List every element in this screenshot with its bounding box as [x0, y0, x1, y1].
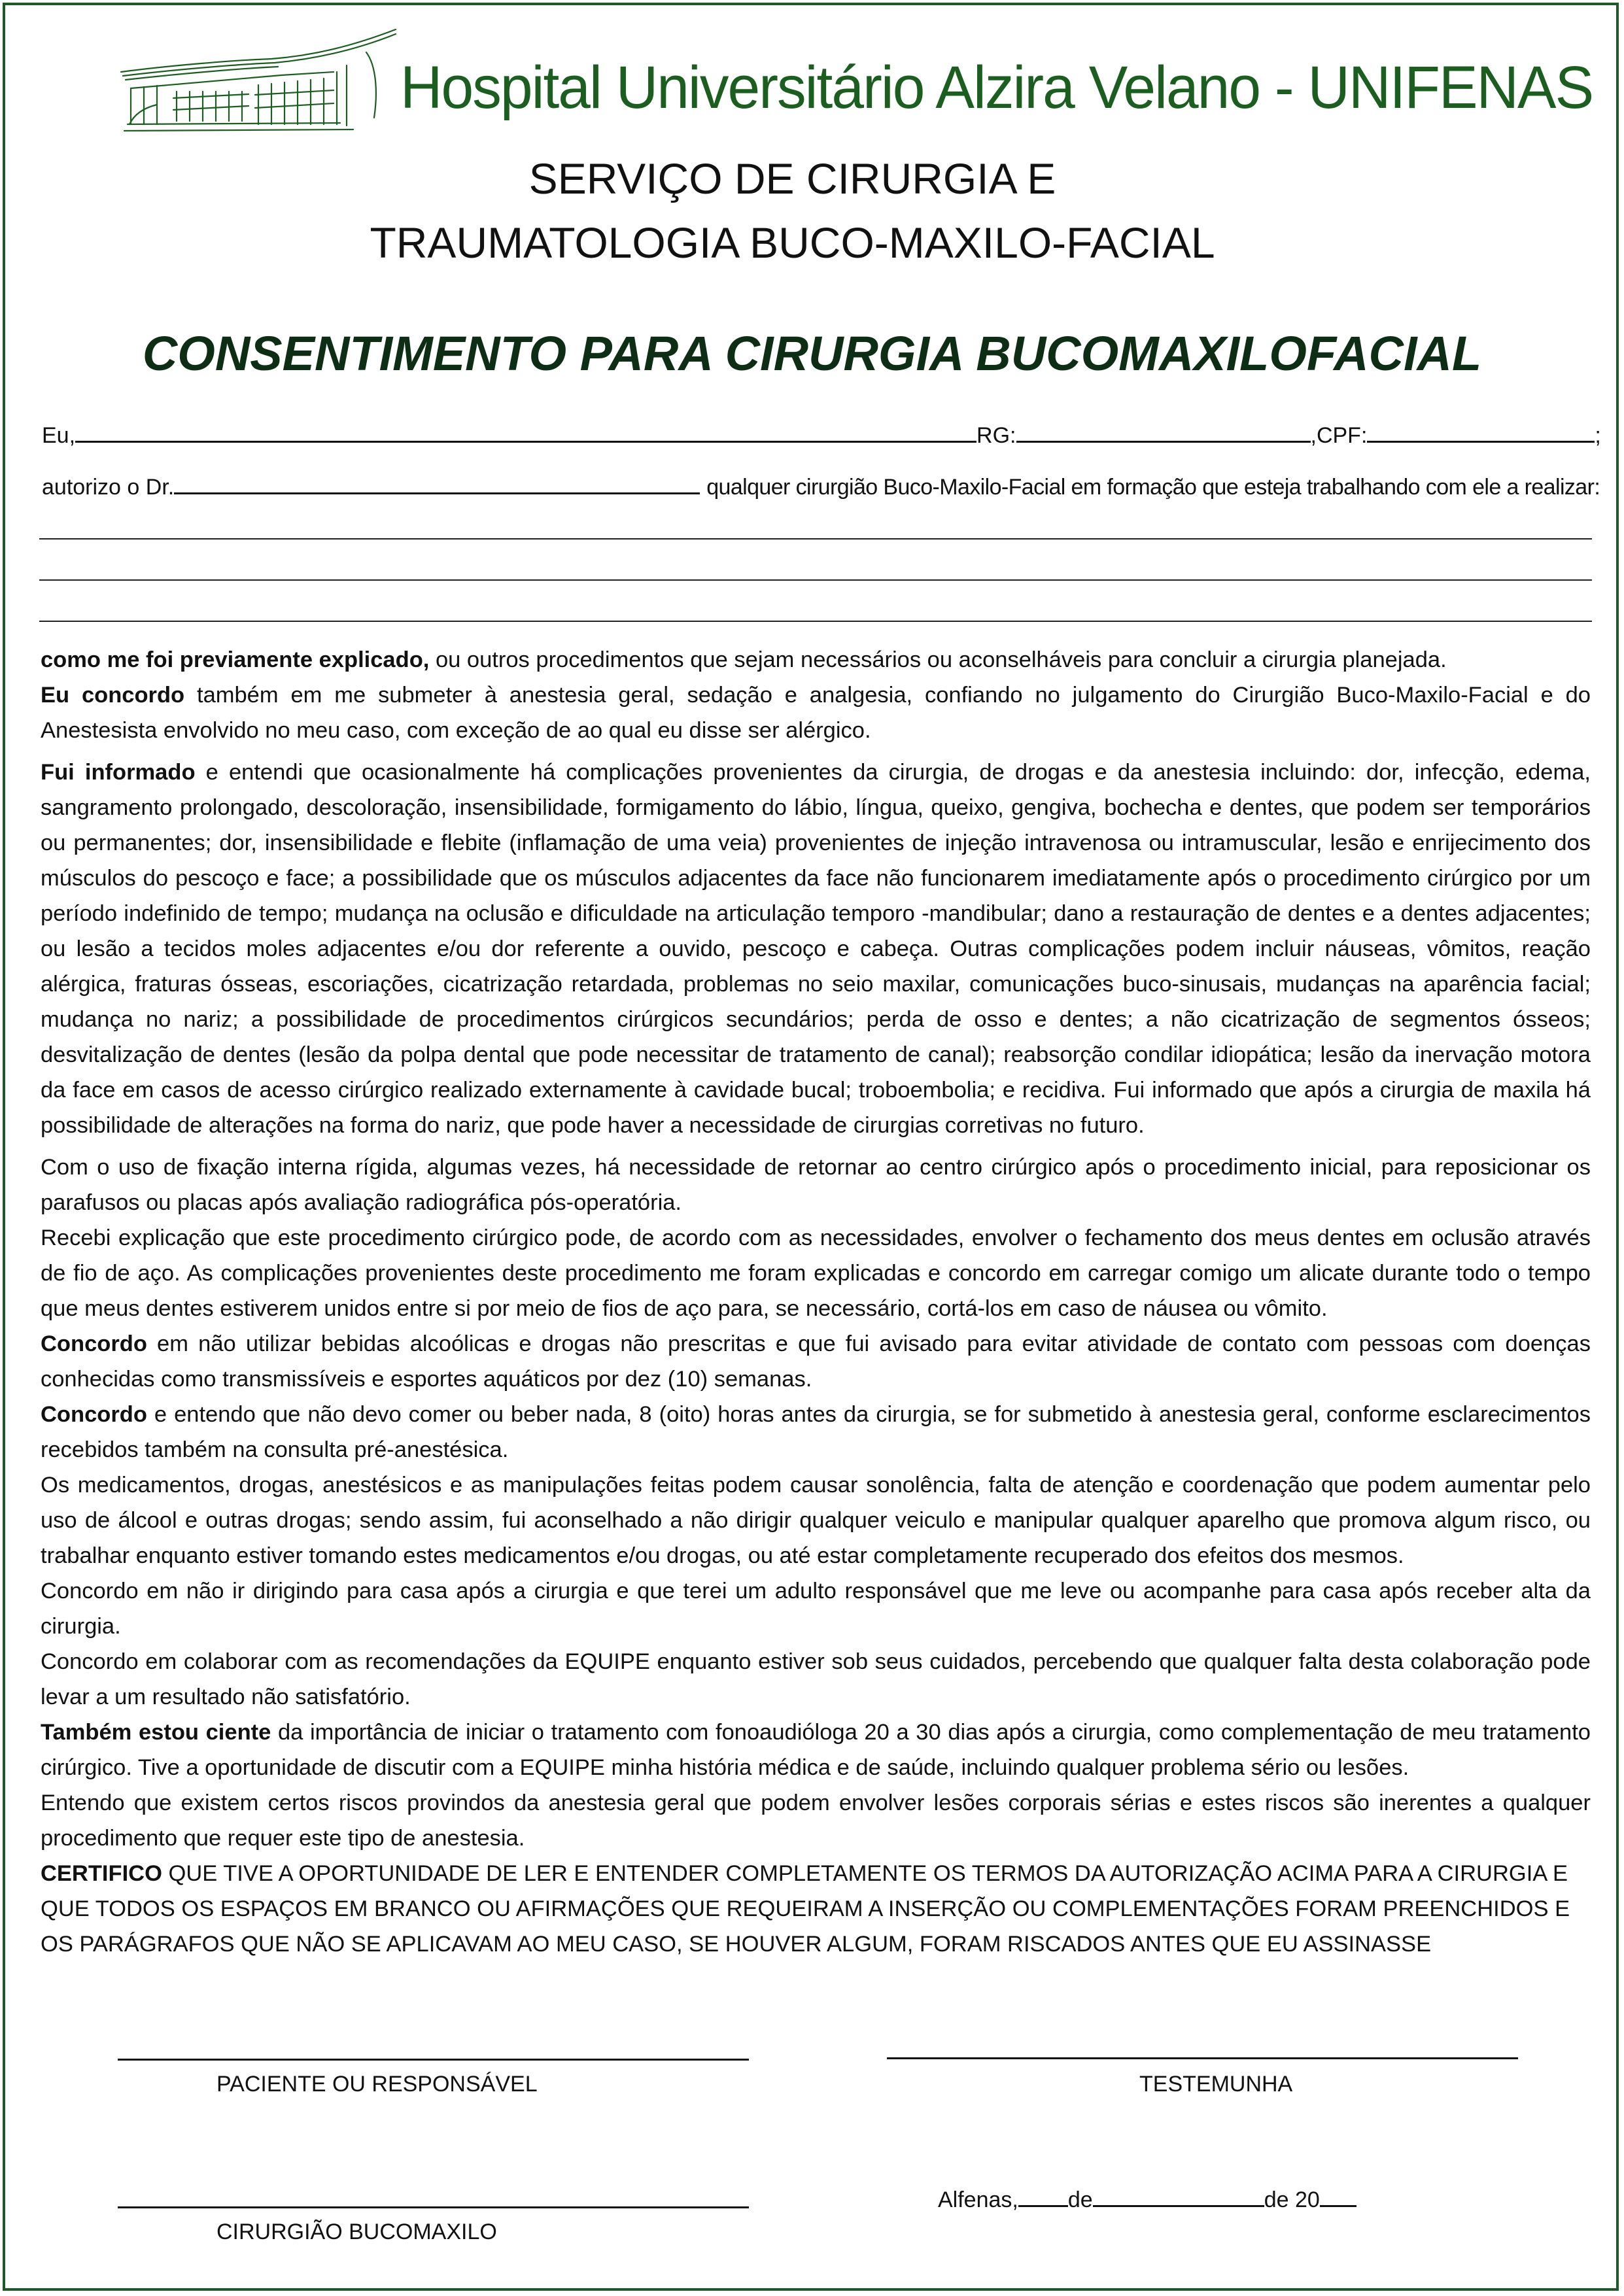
paragraph-text: também em me submeter à anestesia geral, sedação e analgesia, confiando no julgamento do Cirurgião Buco-Maxilo-Facial e do Anestesista envolvido no meu caso, com exceção de ao qual eu disse ser alérgico.	[41, 683, 1591, 743]
bold-lead: Eu concordo	[41, 683, 185, 708]
rg-label: RG:	[976, 423, 1016, 448]
cpf-label: ,CPF:	[1310, 423, 1368, 448]
bold-lead: como me foi previamente explicado,	[41, 647, 430, 672]
autorizo-suffix: qualquer cirurgião Buco-Maxilo-Facial em formação que esteja trabalhando com ele a realizar:	[706, 475, 1600, 500]
paragraph-driving: Concordo em não ir dirigindo para casa após a cirurgia e que terei um adulto responsável que me leve ou acompanhe para casa após receber alta da cirurgia.	[41, 1579, 1591, 1639]
paragraph-text: da importância de iniciar o tratamento com fonoaudióloga 20 a 30 dias após a cirurgia, como complementação de meu tratamento cirúrgico. Tive a oportunidade de discutir com a EQUIPE minha história médica e de saúde, incluindo qualquer problema sério ou lesões.	[41, 1720, 1591, 1780]
paragraph-text: QUE TIVE A OPORTUNIDADE DE LER E ENTENDER COMPLETAMENTE OS TERMOS DA AUTORIZAÇÃO ACIMA PARA A CIRURGIA E QUE TODOS OS ESPAÇOS EM BRANCO OU AFIRMAÇÕES QUE REQUEIRAM A INSERÇÃO OU COMPLEMENTAÇÕES FORAM PREENCHIDOS E OS PARÁGRAFOS QUE NÃO SE APLICAVAM AO MEU CASO, SE HOUVER ALGUM, FORAM RISCADOS ANTES QUE EU ASSINASSE	[41, 1861, 1570, 1957]
paragraph-explained	[41, 642, 1591, 677]
hospital-building-sketch-icon	[118, 26, 399, 137]
paragraph-fasting	[41, 1397, 1591, 1467]
paragraph-medications: Os medicamentos, drogas, anestésicos e as manipulações feitas podem causar sonolência, falta de atenção e coordenação que podem aumentar pelo uso de álcool e outras drogas; sendo assim, fui aconselhado a não dirigir qualquer veiculo e manipular qualquer aparelho que promova algum risco, ou trabalhar enquanto estiver tomando estes medicamentos e/ou drogas, ou até estar completamente recuperado dos efeitos dos mesmos.	[41, 1473, 1591, 1568]
patient-signature-label: PACIENTE OU RESPONSÁVEL	[216, 2072, 538, 2097]
surgeon-signature-label: CIRURGIÃO BUCOMAXILO	[216, 2219, 497, 2244]
name-field[interactable]	[75, 422, 976, 443]
patient-signature-line[interactable]	[118, 2059, 749, 2061]
consent-body	[41, 642, 1591, 1962]
paragraph-complications	[41, 755, 1591, 1143]
day-field[interactable]	[1018, 2187, 1068, 2207]
document-title: CONSENTIMENTO PARA CIRURGIA BUCOMAXILOFACIAL	[142, 326, 1482, 381]
service-title-line1: SERVIÇO DE CIRURGIA E	[528, 154, 1056, 203]
cpf-field[interactable]	[1367, 422, 1595, 443]
rg-field[interactable]	[1016, 422, 1311, 443]
doctor-name-field[interactable]	[174, 474, 700, 494]
witness-signature-line[interactable]	[887, 2057, 1518, 2059]
bold-lead: Também estou ciente	[41, 1720, 271, 1745]
paragraph-text: em não utilizar bebidas alcoólicas e drogas não prescritas e que fui avisado para evitar atividade de contato com pessoas com doenças conhecidas como transmissíveis e esportes aquáticos por dez (10) semanas.	[41, 1331, 1591, 1392]
paragraph-anesthesia-risks: Entendo que existem certos riscos provindos da anestesia geral que podem envolver lesões corporais sérias e estes riscos são inerentes a qualquer procedimento que requer este tipo de anestesia.	[41, 1791, 1591, 1851]
bold-lead: Fui informado	[41, 760, 196, 785]
eu-label: Eu,	[42, 423, 76, 448]
paragraph-alcohol	[41, 1326, 1591, 1397]
paragraph-speech-therapy	[41, 1715, 1591, 1785]
hospital-name: Hospital Universitário Alzira Velano - UNIFENAS	[400, 54, 1593, 121]
procedure-line-3[interactable]	[39, 621, 1592, 622]
paragraph-anesthesia-consent	[41, 677, 1591, 748]
autorizo-label: autorizo o Dr.	[42, 475, 175, 500]
paragraph-collaboration: Concordo em colaborar com as recomendações da EQUIPE enquanto estiver sob seus cuidados, percebendo que qualquer falta desta colaboração pode levar a um resultado não satisfatório.	[41, 1649, 1591, 1709]
identity-row	[42, 422, 1601, 447]
cpf-end: ;	[1595, 423, 1601, 448]
bold-lead: Concordo	[41, 1402, 147, 1427]
month-field[interactable]	[1093, 2187, 1264, 2207]
paragraph-fixation: Com o uso de fixação interna rígida, algumas vezes, há necessidade de retornar ao centro cirúrgico após o procedimento inicial, para reposicionar os parafusos ou placas após avaliação radiográfica pós-operatória.	[41, 1155, 1591, 1215]
bold-lead: Concordo	[41, 1331, 147, 1356]
witness-signature-label: TESTEMUNHA	[1139, 2072, 1293, 2097]
procedure-line-1[interactable]	[39, 538, 1592, 540]
paragraph-text: e entendo que não devo comer ou beber nada, 8 (oito) horas antes da cirurgia, se for submetido à anestesia geral, conforme esclarecimentos recebidos também na consulta pré-anestésica.	[41, 1402, 1591, 1462]
paragraph-text: e entendi que ocasionalmente há complicações provenientes da cirurgia, de drogas e da anestesia incluindo: dor, infecção, edema, sangramento prolongado, descoloração, insensibilidade, formigamento do lábio, língua, queixo, gengiva, bochecha e dentes, que podem ser temporários ou permanentes; dor, insensibilidade e flebite (inflamação de uma veia) provenientes de injeção intravenosa ou intramuscular, lesão e enrijecimento dos músculos do pescoço e face; a possibilidade que os músculos adjacentes da face não funcionarem imediatamente após o procedimento cirúrgico por um período indefinido de tempo; mudança na oclusão e dificuldade na articulação temporo -mandibular; dano a restauração de dentes e a dentes adjacentes; ou lesão a tecidos moles adjacentes e/ou dor referente a ouvido, pescoço e cabeça. Outras complicações podem incluir náuseas, vômitos, reação alérgica, fraturas ósseas, escoriações, cicatrização retardada, problemas no seio maxilar, comunicações buco-sinusais, mudanças na aparência facial; mudança no nariz; a possibilidade de procedimentos cirúrgicos secundários; perda de osso e dentes; a não cicatrização de segmentos ósseos; desvitalização de dentes (lesão da polpa dental que pode necessitar de tratamento de canal); reabsorção condilar idiopática; lesão da inervação motora da face em casos de acesso cirúrgico realizado externamente à cavidade bucal; troboembolia; e recidiva. Fui informado que após a cirurgia de maxila há possibilidade de alterações na forma do nariz, que pode haver a necessidade de cirurgias corretivas no futuro.	[41, 760, 1591, 1138]
paragraph-text: ou outros procedimentos que sejam necessários ou aconselháveis para concluir a cirurgia planejada.	[429, 647, 1447, 672]
year-field[interactable]	[1320, 2187, 1356, 2207]
year-prefix-label: de 20	[1264, 2187, 1320, 2212]
procedure-line-2[interactable]	[39, 579, 1592, 581]
place-label: Alfenas,	[938, 2187, 1018, 2212]
paragraph-wire-fixation: Recebi explicação que este procedimento cirúrgico pode, de acordo com as necessidades, envolver o fechamento dos meus dentes em oclusão através de fio de aço. As complicações provenientes deste procedimento me foram explicadas e concordo em carregar comigo um alicate durante todo o tempo que meus dentes estiverem unidos entre si por meio de fios de aço para, se necessário, cortá-los em caso de náusea ou vômito.	[41, 1225, 1591, 1321]
authorization-row	[42, 474, 1600, 498]
paragraph-certification	[41, 1856, 1591, 1962]
bold-lead: CERTIFICO	[41, 1861, 162, 1886]
date-place-row	[938, 2187, 1356, 2211]
surgeon-signature-line[interactable]	[118, 2206, 749, 2208]
service-title-line2: TRAUMATOLOGIA BUCO-MAXILO-FACIAL	[370, 218, 1215, 267]
de-label: de	[1067, 2187, 1093, 2212]
